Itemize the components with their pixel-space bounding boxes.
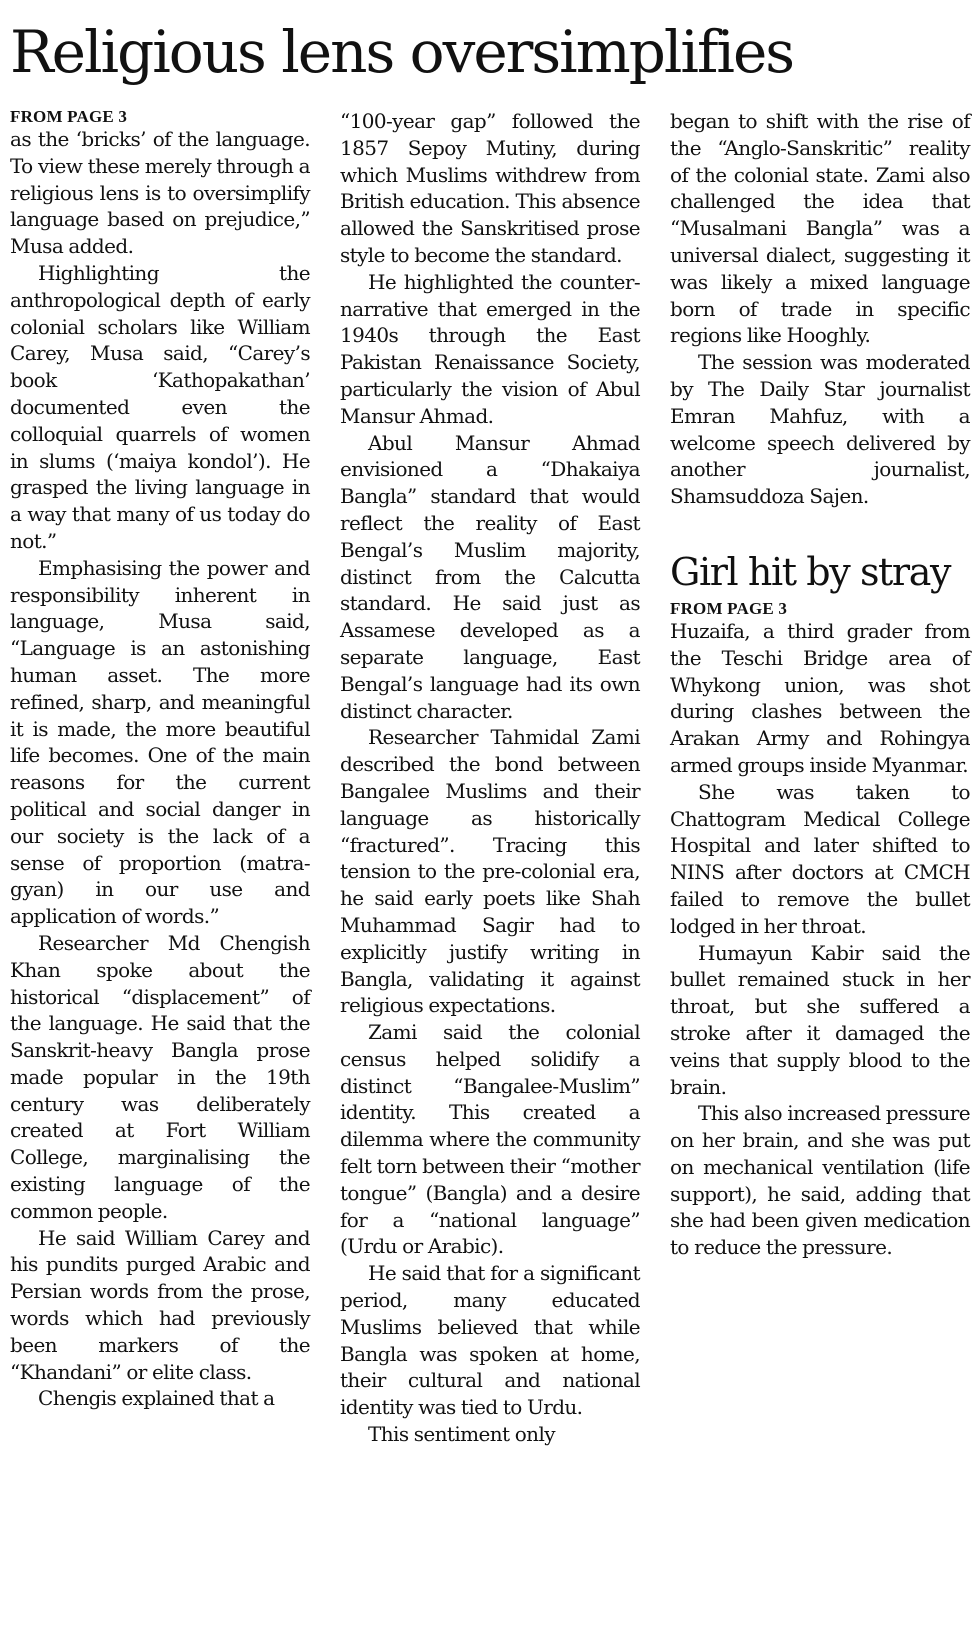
paragraph: Highlighting the anthropological depth of early colonial scholars like William Carey, Musa said, “Carey’s book ‘Kathopakathan’ documented even the colloquial quarrels of women in slums (‘maiya kondol’). He grasped the living language in a way that many of us today do not.” — [10, 260, 310, 553]
from-page-label: FROM PAGE 3 — [670, 598, 788, 618]
paragraph: He said William Carey and his pundits purged Arabic and Persian words from the prose, words which had previously been markers of the “Khandani” or elite class. — [10, 1225, 310, 1384]
paragraph: This sentiment only — [368, 1422, 555, 1447]
column-2 — [340, 108, 640, 1448]
paragraph: She was taken to Chattogram Medical College Hospital and later shifted to NINS after doctors at CMCH failed to remove the bullet lodged in her throat. — [670, 779, 970, 938]
column-3 — [670, 108, 970, 1261]
paragraph: “100-year gap” followed the 1857 Sepoy Mutiny, during which Muslims withdrew from British education. This absence allowed the Sanskritised prose style to become the standard. — [340, 109, 640, 267]
paragraph: Abul Mansur Ahmad envisioned a “Dhakaiya Bangla” standard that would reflect the reality of East Bengal’s Muslim majority, distinct from the Calcutta standard. He said just as Assamese developed as a separate language, East Bengal’s language had its own distinct character. — [340, 430, 640, 723]
paragraph: began to shift with the rise of the “Anglo-Sanskritic” reality of the colonial state. Zami also challenged the idea that “Musalmani Bangla” was a universal dialect, suggesting it was likely a mixed language born of trade in specific regions like Hooghly. — [670, 109, 970, 348]
column-1 — [10, 108, 310, 1412]
paragraph: Zami said the colonial census helped solidify a distinct “Bangalee-Muslim” identity. This created a dilemma where the community felt torn between their “mother tongue” (Bangla) and a desire for a “national language” (Urdu or Arabic). — [340, 1020, 640, 1259]
paragraph: Researcher Tahmidal Zami described the bond between Bangalee Muslims and their language as historically “fractured”. Tracing this tension to the pre-colonial era, he said early poets like Shah Muhammad Sagir had to explicitly justify writing in Bangla, validating it against religious expectations. — [340, 725, 640, 1018]
paragraph: The session was moderated by The Daily Star journalist Emran Mahfuz, with a welcome speech delivered by another journalist, Shamsuddoza Sajen. — [670, 350, 970, 509]
paragraph: Humayun Kabir said the bullet remained stuck in her throat, but she suffered a stroke after it damaged the veins that supply blood to the brain. — [670, 940, 970, 1099]
headline: Religious lens oversimplifies — [10, 18, 794, 86]
paragraph: Huzaifa, a third grader from the Teschi Bridge area of Whykong union, was shot during clashes between the Arakan Army and Rohingya armed groups inside Myanmar. — [670, 618, 970, 777]
paragraph: He highlighted the counter-narrative that emerged in the 1940s through the East Pakistan Renaissance Society, particularly the vision of Abul Mansur Ahmad. — [340, 269, 640, 428]
sub-headline: Girl hit by stray — [670, 549, 951, 594]
paragraph: Emphasising the power and responsibility inherent in language, Musa said, “Language is an astonishing human asset. The more refined, sharp, and meaningful it is made, the more beautiful life becomes. One of the main reasons for the current political and social danger in our society is the lack of a sense of proportion (matra-gyan) in our use and application of words.” — [10, 555, 310, 929]
paragraph: He said that for a significant period, many educated Muslims believed that while Bangla was spoken at home, their cultural and national identity was tied to Urdu. — [340, 1261, 640, 1420]
from-page-label: FROM PAGE 3 — [10, 107, 128, 126]
paragraph: This also increased pressure on her brain, and she was put on mechanical ventilation (life support), he said, adding that she had been given medication to reduce the pressure. — [670, 1101, 970, 1260]
paragraph: Researcher Md Chengish Khan spoke about the historical “displacement” of the language. He said that the Sanskrit-heavy Bangla prose made popular in the 19th century was deliberately created at Fort William College, marginalising the existing language of the common people. — [10, 930, 310, 1223]
paragraph: Chengis explained that a — [38, 1386, 275, 1411]
paragraph: as the ‘bricks’ of the language. To view these merely through a religious lens is to oversimplify language based on prejudice,” Musa added. — [10, 127, 310, 259]
